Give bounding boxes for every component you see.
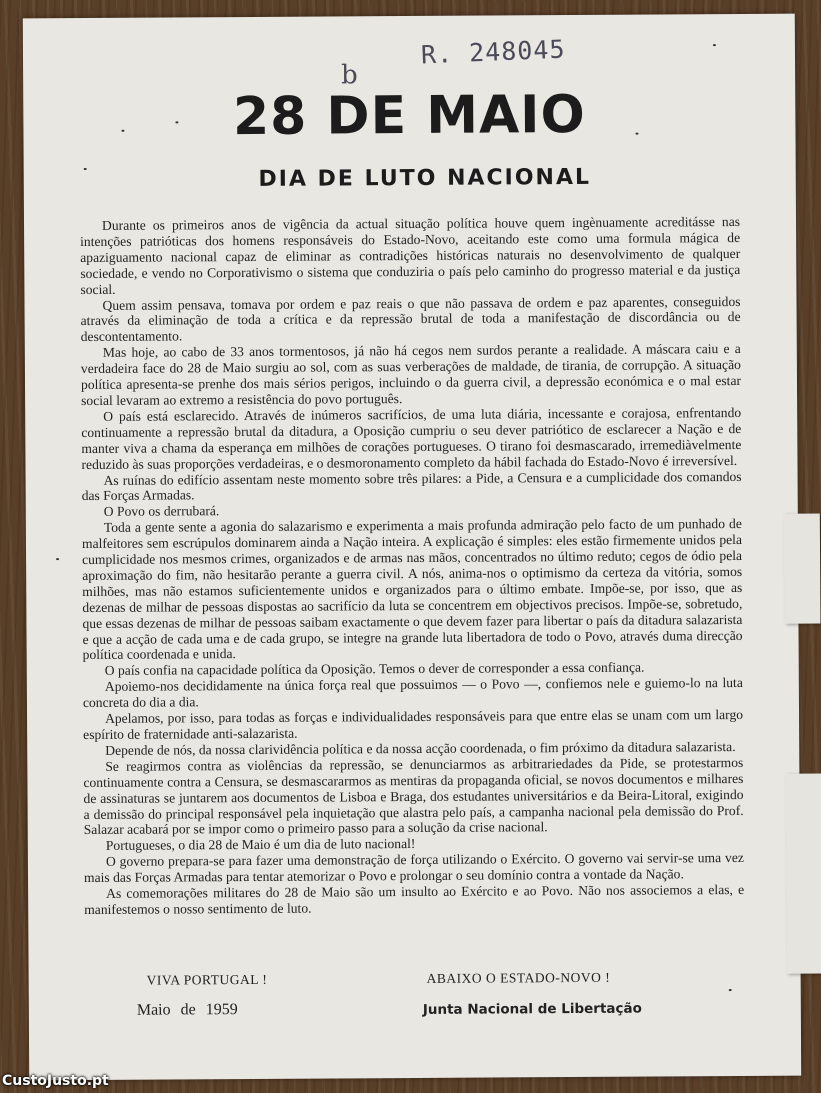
paragraph: Se reagirmos contra as violências da repressão, se denunciarmos as arbitrariedades da Pide, se protestarmos continuamente contra a Censura, se desmascararmos as mentiras da propaganda oficial, se novos documentos e milhares de assinaturas se juntarem aos documentos de Lisboa e Braga, dos estudantes universitários e da Beira-Litoral, exigindo a demissão do principal responsável pela inquietação que alastra pelo país, a campanha nacional pela demissão do Prof. Salazar acabará por se impor como o primeiro passo para a solução da crise nacional. (83, 754, 744, 838)
pamphlet-subtitle: DIA DE LUTO NACIONAL (258, 164, 592, 192)
ink-speck (635, 133, 638, 135)
paragraph: Apoiemo-nos decididamente na única força real que possuimos — o Povo —, confiemos nele e guiemo-lo na luta concreta do dia a dia. (82, 675, 743, 711)
paragraph: As comemorações militares do 28 de Maio são um insulto ao Exército e ao Povo. Não nos associemos a elas, e manifestemos o nosso sentimento de luto. (84, 882, 745, 917)
paragraph: O governo prepara-se para fazer uma demonstração de força utilizando o Exército. O governo vai servir-se uma vez mais das Forças Armadas para tentar atemorizar o Povo e prolongar o seu domínio contra a vontade da Nação. (83, 850, 744, 886)
handwritten-catalog-number: R. 248045 (420, 34, 566, 70)
paragraph: O país confia na capacidade política da Oposição. Temos o dever de corresponder a essa confiança. (104, 659, 645, 679)
pamphlet-sheet (23, 14, 801, 1081)
paragraph: Quem assim pensava, tomava por ordem e paz reais o que não passava de ordem e paz aparentes, conseguidos através da eliminação de toda a crítica e da repressão brutal de toda a manifestação de discordância ou de descontentamento. (80, 293, 741, 345)
paragraph: Durante os primeiros anos de vigência da actual situação política houve quem ingènuamente acreditásse nas intenções patrióticas dos homens responsáveis do Estado-Novo, aceitando este como uma formula mágica de apaziguamento nacional capaz de eliminar as contradições históricas naturais no desenvolvimento de qualquer sociedade, e vendo no Corporativismo o sistema que conduziria o país pelo caminho do progresso material e da justiça social. (80, 213, 741, 297)
paragraph: Portugueses, o dia 28 de Maio é um dia de luto nacional! (105, 836, 416, 854)
pamphlet-date: Maio de 1959 (136, 1001, 238, 1019)
torn-edge-flap (785, 774, 821, 974)
paragraph: Toda a gente sente a agonia do salazarismo e experimenta a mais profunda admiração pelo facto de um punhado de malfeitores sem escrúpulos dominarem ainda a Nação inteira. A explicação é simples: eles estão firmemente unidos pela cumplicidade nos mesmos crimes, organizados e de armas nas mãos, concentrados no último reduto; cegos de ódio pela aproximação do fim, não hesitarão perante a guerra civil. A nós, anima-nos o optimismo da certeza da vitória, somos milhões, mas não estamos suficientemente unidos e organizados para o último embate. Impõe-se, por isso, que as dezenas de milhar de pessoas dispostas ao sacrifício da luta se concentrem em objectivos precisos. Impõe-se, sobretudo, que essas dezenas de milhar de pessoas saibam exactamente o que devem fazer para libertar o país da ditadura salazarista e que a acção de cada uma e de cada grupo, se integre na grande luta libertadora de todo o Povo, através duma direcção política coordenada e unida. (81, 516, 743, 663)
pen-mark: b (341, 60, 358, 91)
torn-edge-flap (784, 514, 821, 624)
signoff-viva-portugal: VIVA PORTUGAL ! (146, 971, 268, 988)
paragraph: Depende de nós, da nossa clarividência política e da nossa acção coordenada, o fim próximo da ditadura salazarista. (105, 738, 736, 758)
pamphlet-title: 28 DE MAIO (232, 84, 586, 148)
ink-speck (84, 168, 87, 170)
signoff-abaixo-estado-novo: ABAIXO O ESTADO-NOVO ! (426, 969, 611, 986)
issuing-organization: Junta Nacional de Libertação (422, 1000, 642, 1018)
ink-speck (175, 121, 178, 123)
ink-speck (729, 989, 732, 991)
ink-speck (713, 44, 716, 46)
site-watermark: CustoJusto.pt (2, 1073, 109, 1089)
ink-speck (56, 558, 59, 560)
paragraph: Mas hoje, ao cabo de 33 anos tormentosos, já não há cegos nem surdos perante a realidade. A máscara caiu e a verdadeira face do 28 de Maio surgiu ao sol, com as suas verberações de maldade, de tirania, de corrupção. A situação política apresenta-se prenhe dos mais sérios perigos, incluindo o da guerra civil, a depressão económica e o mal estar social levaram ao extremo a resistência do povo português. (80, 341, 742, 408)
paragraph: O país está esclarecido. Através de inúmeros sacrifícios, de uma luta diária, incessante e corajosa, enfrentando continuamente a repressão brutal da ditadura, a Oposição cumpriu o seu dever patriótico de esclarecer a Nação e de manter viva a chama da esperança em milhões de corações portugueses. O tirano foi desmascarado, irremediàvelmente reduzido às suas proporções verdadeiras, e o desmoronamento completo da hábil fachada do Estado-Novo é irreversível. (81, 404, 742, 472)
paragraph: As ruínas do edifício assentam neste momento sobre três pilares: a Pide, a Censura e a cumplicidade dos comandos das Forças Armadas. (81, 468, 742, 504)
pamphlet-body (80, 214, 744, 918)
ink-speck (121, 130, 124, 132)
paragraph: O Povo os derrubará. (103, 503, 220, 520)
paragraph: Apelamos, por isso, para todas as forças e individualidades responsáveis para que entre elas se unam com um largo espírito de fraternidade anti-salazarista. (83, 707, 744, 743)
